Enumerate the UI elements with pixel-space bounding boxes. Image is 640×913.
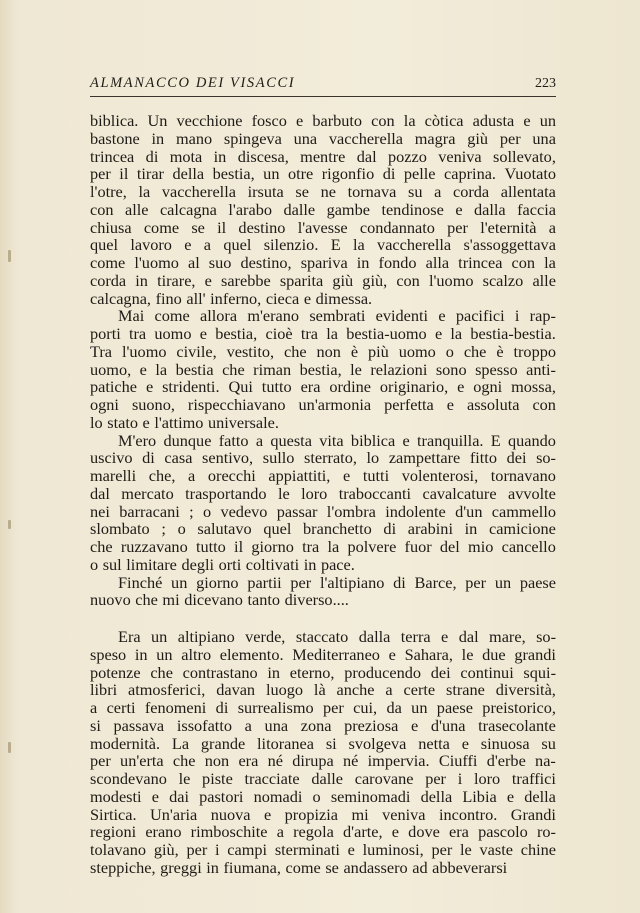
text-line: scondevano le piste tracciate dalle carovane per i loro traffici: [90, 769, 556, 788]
paragraph: [90, 307, 556, 431]
text-line: calcagna, fino all' inferno, cieca e dimessa.: [90, 288, 373, 308]
text-line: come l'uomo al suo destino, spariva in fondo alla trincea con la: [90, 253, 556, 272]
text-line: per un'erta che non era né dirupa né impervia. Ciuffi d'erbe na-: [90, 751, 556, 771]
text-line: regioni erano rimboschite a regola d'arte, e dove era pascolo ro-: [90, 822, 556, 842]
text-line: tolavano giù, per i campi sterminati e luminosi, per le vaste chine: [90, 840, 556, 859]
text-line: che ruzzavano tutto il giorno tra la polvere fuor del mio cancello: [90, 537, 556, 556]
text-line: uomo, e la bestia che riman bestia, le relazioni sono spesso anti-: [90, 359, 556, 379]
section-break: [90, 609, 556, 628]
page-number: 223: [535, 76, 556, 91]
paragraph: [90, 432, 556, 574]
text-line: Mai come allora m'erano sembrati evidenti e pacifici i rap-: [118, 306, 556, 326]
text-line: lo stato e l'attimo universale.: [90, 412, 279, 432]
text-line: modesti e dai pastori nomadi o seminomadi della Libia e della: [90, 786, 556, 806]
running-header: [90, 74, 556, 97]
text-line: speso in un altro elemento. Mediterraneo e Sahara, le due grandi: [90, 644, 556, 664]
text-line: modernità. La grande litoranea si svolgeva netta e sinuosa su: [90, 733, 556, 753]
text-line: corda in tirare, e sarebbe sparita giù giù, con l'uomo scalzo alle: [90, 270, 556, 290]
text-line: nuovo che mi dicevano tanto diverso....: [90, 590, 349, 610]
text-line: ogni suono, rispecchiavano un'armonia perfetta e assoluta con: [90, 395, 556, 414]
text-line: Sirtica. Un'aria nuova e propizia mi veniva incontro. Grandi: [90, 804, 556, 824]
binding-mark: [8, 520, 11, 529]
text-line: M'ero dunque fatto a questa vita biblica e tranquilla. E quando: [118, 430, 556, 450]
text-line: nei barracani ; o vedevo passar l'ombra indolente d'un cammello: [90, 501, 556, 521]
text-line: quel lavoro e a quel silenzio. E la vaccherella s'assoggettava: [90, 235, 556, 255]
text-line: chiusa come se il destino l'avesse condannato per l'eternità a: [90, 217, 556, 237]
text-line: potenze che contrastano in eterno, producendo dei continui squi-: [90, 662, 556, 682]
text-line: Tra l'uomo civile, vestito, che non è più uomo o che è troppo: [90, 341, 556, 361]
paragraph: [90, 628, 556, 877]
text-line: dal mercato trasportando le loro traboccanti cavalcature avvolte: [90, 483, 556, 503]
paragraph: [90, 574, 556, 610]
text-line: con alle calcagna l'arabo dalle gambe tendinose e dalla faccia: [90, 199, 556, 219]
text-line: marelli che, a orecchi appiattiti, e tutti volenterosi, tornavano: [90, 466, 556, 485]
text-line: a certi fenomeni di surrealismo per cui, da un paese preistorico,: [90, 698, 556, 717]
text-line: si passava issofatto a una zona preziosa e d'una trasecolante: [90, 715, 556, 735]
running-title: ALMANACCO DEI VISACCI: [90, 75, 296, 91]
text-line: patiche e stridenti. Qui tutto era ordine originario, e ogni mossa,: [90, 377, 556, 397]
text-line: l'otre, la vaccherella irsuta se ne tornava su a corda allentata: [90, 182, 556, 201]
binding-mark: [8, 250, 11, 262]
text-line: per il tirar della bestia, un otre rigonfio di pelle caprina. Vuotato: [90, 164, 556, 184]
text-line: Finché un giorno partii per l'altipiano di Barce, per un paese: [118, 572, 556, 592]
text-line: bastone in mano spingeva una vaccherella magra giù per una: [90, 128, 556, 148]
binding-mark: [8, 742, 11, 753]
text-line: o sul limitare degli orti coltivati in pace.: [90, 554, 355, 574]
text-line: biblica. Un vecchione fosco e barbuto con la còtica adusta e un: [90, 111, 556, 130]
body-text: [90, 112, 556, 877]
paragraph: [90, 112, 556, 307]
text-line: libri atmosferici, davan luogo là anche a certe strane diversità,: [90, 680, 556, 700]
text-line: Era un altipiano verde, staccato dalla terra e dal mare, so-: [118, 627, 556, 646]
text-line: porti tra uomo e bestia, cioè tra la bestia-uomo e la bestia-bestia.: [90, 324, 556, 343]
text-line: uscivo di casa sentivo, sullo sterrato, lo zampettare fitto dei so-: [90, 448, 556, 468]
text-line: steppiche, greggi in fiumana, come se andassero ad abbeverarsi: [90, 857, 508, 877]
text-line: slombato ; o salutavo quel branchetto di arabini in camicione: [90, 519, 556, 539]
text-line: trincea di mota in discesa, mentre dal pozzo veniva sollevato,: [90, 146, 556, 166]
